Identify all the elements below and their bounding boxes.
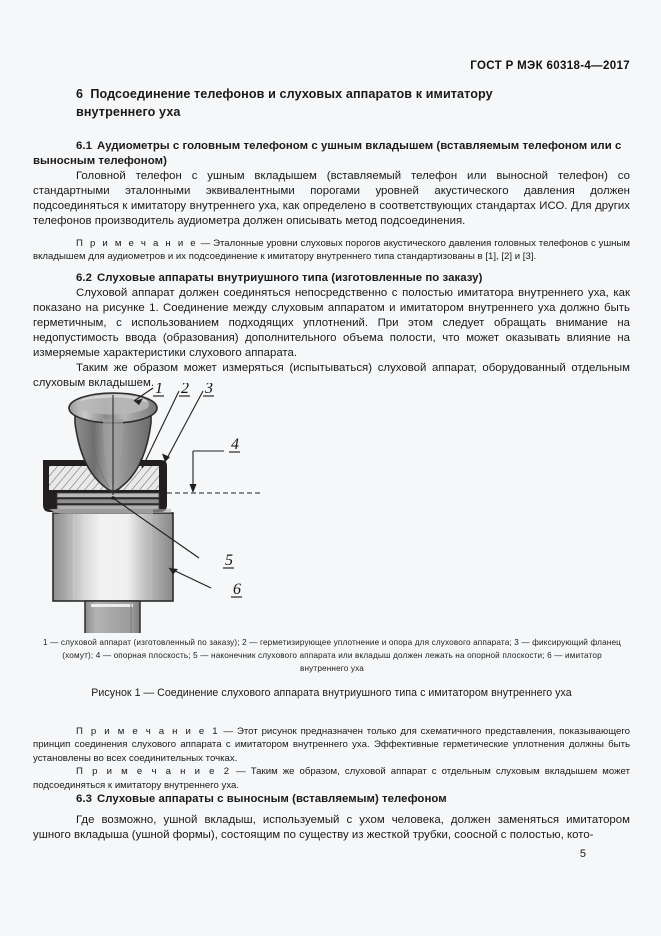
- callout-6: 6: [233, 581, 241, 598]
- callout-3: 3: [205, 383, 213, 397]
- subsection-6-3-heading: [33, 792, 630, 807]
- document-standard-header: ГОСТ Р МЭК 60318-4—2017: [470, 60, 630, 72]
- figure-note-1-text: — Этот рисунок предназначен только для схематичного представления, показывающего принцип соединения слухового аппарата с имитатором внутреннего уха. Эффективные герметические уплотнения должны быть установлены во всех соединительных точках.: [33, 726, 630, 764]
- figure-note-2-label: П р и м е ч а н и е 2: [76, 766, 232, 778]
- subsection-6-2-paragraph-2: Таким же образом может измеряться (испытываться) слуховой аппарат, оборудованный отдельным слуховым вкладышем.: [33, 361, 630, 389]
- document-body: [33, 86, 630, 391]
- subsection-6-1-title: Аудиометры с головным телефоном с ушным вкладышем (вставляемым телефоном или с выносным телефоном): [33, 140, 622, 167]
- callout-5: 5: [225, 552, 233, 569]
- subsection-6-3-title: Слуховые аппараты с выносным (вставляемым) телефоном: [97, 793, 447, 805]
- page-number: 5: [579, 848, 586, 860]
- callout-1: 1: [155, 383, 163, 397]
- subsection-6-2-number: 6.2: [76, 272, 92, 285]
- ear-simulator-body-group: [53, 513, 173, 601]
- subsection-6-3-number: 6.3: [76, 793, 92, 805]
- note-text: — Эталонные уровни слуховых порогов акустического давления головных телефонов с ушным вкладышем для аудиометров и их подсоединение к имитатору внутреннего типа стандартизованы в [1], [2] и [3].: [33, 237, 630, 263]
- section-6-number: 6: [76, 87, 84, 101]
- subsection-6-1-paragraph: Головной телефон с ушным вкладышем (вставляемый телефон или выносной телефон) со стандартными эталонными эквивалентными порогами уровней акустического давления должен подсоединяться к имитатору внутреннего уха, как определено в соответствующих стандартах ИСО. Для других телефонов производитель аудиометра должен описывать метод подсоединения.: [33, 170, 630, 227]
- callout-2: 2: [181, 383, 189, 397]
- section-6-title-line2: внутреннего уха: [76, 104, 181, 119]
- subsection-6-1-note: [33, 237, 630, 264]
- note-label: П р и м е ч а н и е: [76, 237, 198, 249]
- subsection-6-1-number: 6.1: [76, 140, 92, 152]
- figure-note-1-label: П р и м е ч а н и е 1: [76, 726, 220, 737]
- figure-note-1: [33, 725, 630, 765]
- supporting-plane-dimension: [167, 451, 263, 493]
- subsection-6-1-heading: [33, 139, 630, 169]
- section-6-title-line1: Подсоединение телефонов и слуховых аппаратов к имитатору: [90, 87, 493, 101]
- figure-note-2-text: — Таким же образом, слуховой аппарат с отдельным слуховым вкладышем может подсоединяться к имитатору внутреннего уха.: [33, 766, 630, 791]
- figure-1-illustration: [33, 383, 630, 633]
- simulator-nozzle-group: [85, 601, 140, 633]
- page-content-area: [33, 0, 630, 936]
- subsection-6-3-block: [33, 792, 630, 843]
- figure-1-caption: Рисунок 1 — Соединение слухового аппарата внутриушного типа с имитатором внутреннего уха: [91, 687, 572, 699]
- subsection-6-2-paragraph-1: Слуховой аппарат должен соединяться непосредственно с полостью имитатора внутреннего уха, как показано на рисунке 1. Соединение между слуховым аппаратом и имитатором внутреннего уха должно быть герметичным, с использованием подходящих уплотнений. При этом следует обращать внимание на недопустимость ввода (образования) дополнительного объема полости, что может оказывать влияние на измеряемые характеристики слухового аппарата.: [33, 287, 630, 360]
- subsection-6-2-heading: [33, 271, 630, 286]
- figure-note-2: [33, 765, 630, 792]
- section-6-heading: [33, 86, 630, 121]
- subsection-6-3-paragraph: Где возможно, ушной вкладыш, используемый с ухом человека, должен заменяться имитатором ушного вкладыша (ушной формы), состоящим по существу из жесткой трубки, соосной с полостью, кото-: [33, 814, 630, 841]
- figure-1-legend: 1 — слуховой аппарат (изготовленный по заказу); 2 — герметизирующее уплотнение и опора для слухового аппарата; 3 — фиксирующий фланец (хомут); 4 — опорная плоскость; 5 — наконечник слухового аппарата или вкладыш должен лежать на опорной плоскости; 6 — имитатор внутреннего уха: [43, 638, 621, 673]
- subsection-6-2-title: Слуховые аппараты внутриушного типа (изготовленные по заказу): [97, 272, 483, 285]
- callout-4: 4: [231, 436, 239, 453]
- figure-notes-block: [33, 725, 630, 792]
